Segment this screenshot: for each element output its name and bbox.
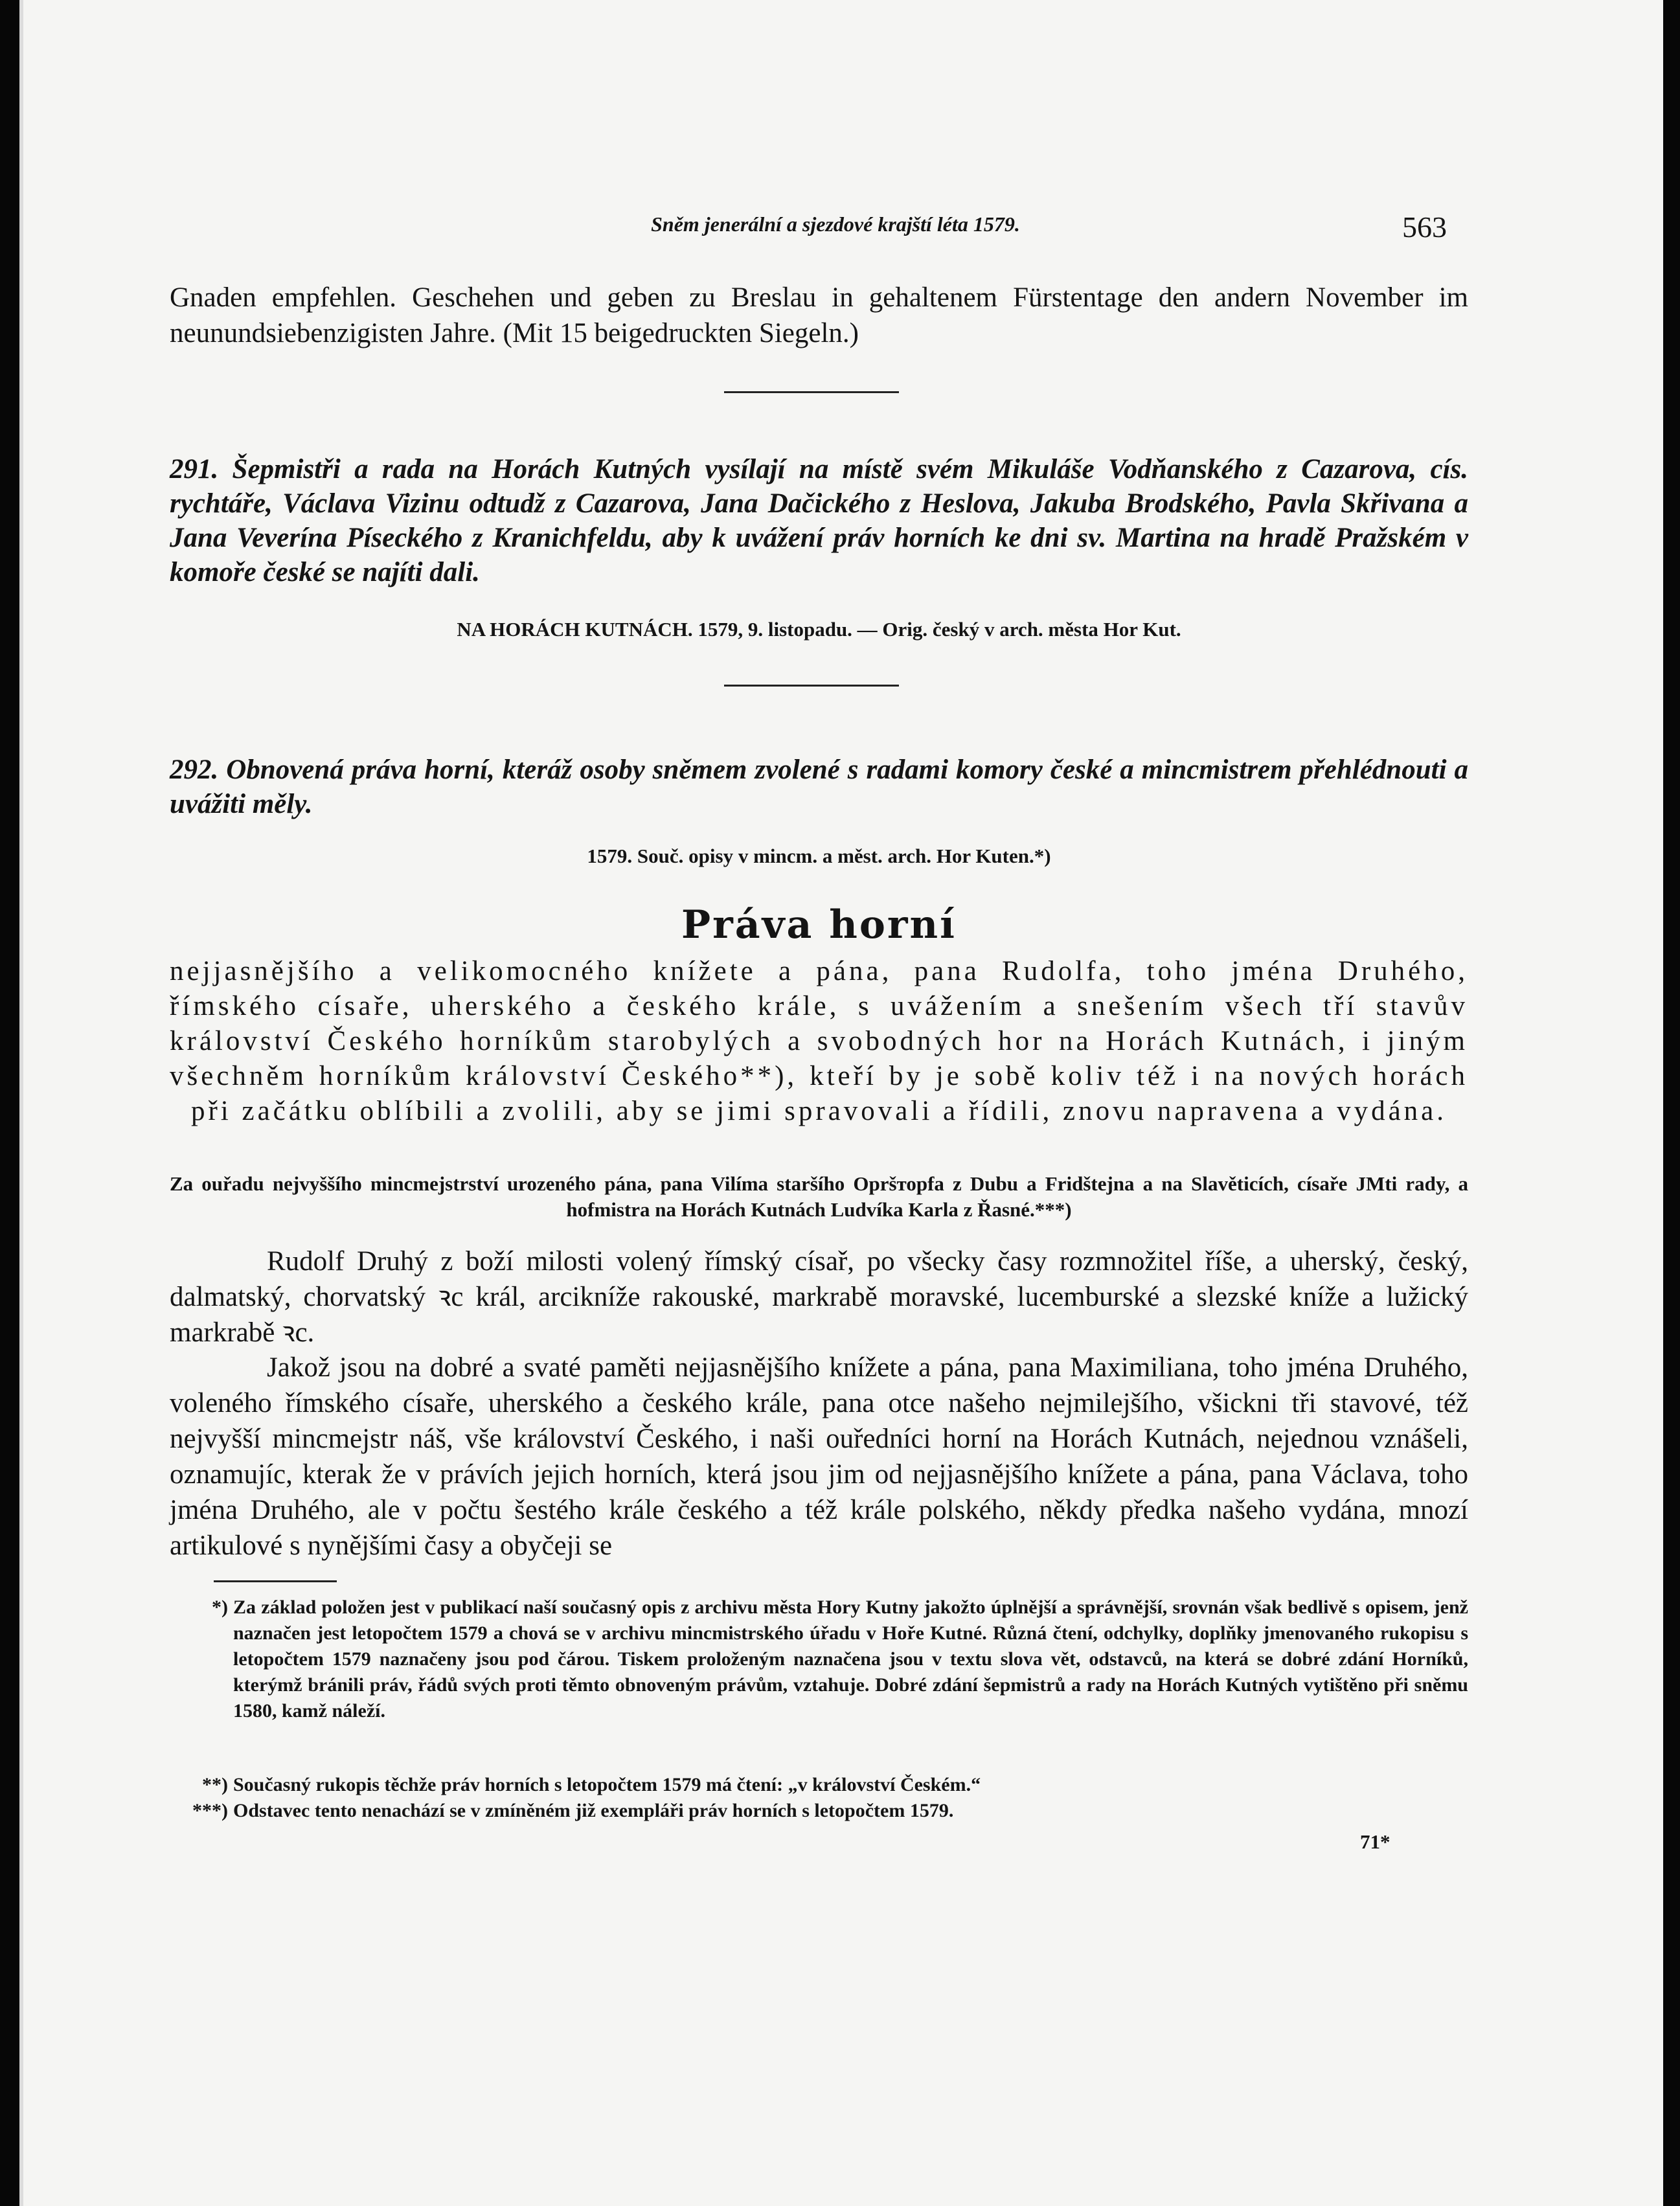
page-number: 563 — [1402, 210, 1447, 244]
running-title: Sněm jenerální a sjezdové krajští léta 1579. — [651, 212, 1020, 236]
footnote-mark: **) — [202, 1774, 228, 1795]
footnote-mark: ***) — [192, 1800, 228, 1821]
official-line: Za ouřadu nejvyššího mincmejstrství urozeného pána, pana Vilíma staršího Opršторfa z Dubu a Fridštejna a na Slavěticích, císaře JMti rady, a hofmistra na Horách Kutnách Ludvíka Karla z Řasné.***) — [170, 1172, 1468, 1221]
footnote-text: Za základ položen jest v publikací naší současný opis z archivu města Hory Kutny jakožto úplnější a správnější, srovnán však bedlivě s opisem, jenž naznačen jest letopočtem 1579 a chová se v archivu mincmistrského úřadu v Hoře Kutné. Různá čtení, odchylky, doplňky jmenovaného rukopisu s letopočtem 1579 naznačeny jsou pod čárou. Tiskem proloženým naznačena jsou v textu slova vět, odstavců, na která se dobré zdání Horníků, kterýmž bránili práv, řádů svých proti těmto obnoveným právům, vztahuje. Dobré zdání šepmistrů a rady na Horách Kutných vytištěno při sněmu 1580, kamž náleží. — [233, 1597, 1468, 1722]
paragraph: Jakož jsou na dobré a svaté paměti nejjasnějšího knížete a pána, pana Maximiliana, toho jména Druhého, voleného římského císaře, uherského a českého krále, pana otce našeho nejmilejšího, všickni tři stavové, též nejvyšší mincmejstr náš, vše království Českého, i naši ouředníci horní na Horách Kutnách, nejednou vznášeli, oznamujíc, kterak že v právích jejich horních, která jsou jim od nejjasnějšího knížete a pána, pana Václava, toho jména Druhého, ale v počtu šestého krále českého a též krále polského, někdy předka našeho vydána, mnozí artikulové s nynějšími časy a obyčeji se — [170, 1352, 1468, 1561]
footnote-mark: *) — [212, 1597, 228, 1618]
signature-mark: 71* — [1360, 1830, 1391, 1853]
footnote — [192, 1798, 1468, 1824]
document-number: 292. — [170, 755, 219, 785]
footnote-text: Současný rukopis těchže práv horních s letopočtem 1579 má čtení: „v království Českém.“ — [233, 1774, 981, 1795]
document-291-title — [170, 452, 1468, 589]
document-heading: Obnovená práva horní, kteráž osoby sněmem zvolené s radami komory české a mincmistrem přehlédnouti a uvážiti měly. — [170, 755, 1469, 819]
footnote — [202, 1772, 1468, 1798]
footnote-rule — [214, 1580, 337, 1582]
document-291-dateline: NA HORÁCH KUTNÁCH. 1579, 9. listopadu. — Orig. český v arch. města Hor Kut. — [457, 618, 1181, 641]
paragraph: Rudolf Druhý z boží milosti volený římský císař, po všecky časy rozmnožitel říše, a uherský, český, dalmatský, chorvatský ꝛc král, arcikníže rakouské, markrabě moravské, lucemburské a slezské kníže a lužický markrabě ꝛc. — [170, 1246, 1468, 1348]
document-heading: Šepmistři a rada na Horách Kutných vysílají na místě svém Mikuláše Vodňanského z Cazarova, cís. rychtáře, Václava Vizinu odtudž z Cazarova, Jana Dačického z Heslova, Jakuba Brodského, Pavla Skřivana a Jana Veverína Píseckého z Kranichfeldu, aby k uvážení práv horních ke dni sv. Martina na hradě Pražském v komoře české se najíti dali. — [170, 454, 1468, 587]
separator-rule — [724, 391, 899, 393]
footnote — [212, 1595, 1468, 1724]
intro-spaced-text: nejjasnějšího a velikomocného knížete a pána, pana Rudolfa, toho jména Druhého, římského císaře, uherského a českého krále, s uvážením a snešením všech tří stavův království Českého horníkům starobylých a svobodných hor na Horách Kutnách, i jiným všechněm horníkům království Českého**), kteří by je sobě koliv též i na nových horách při začátku oblíbili a zvolili, aby se jimi spravovali a řídili, znovu napravena a vydána. — [170, 956, 1468, 1126]
document-292-dateline: 1579. Souč. opisy v mincm. a měst. arch. Hor Kuten.*) — [587, 845, 1051, 867]
document-number: 291. — [170, 454, 219, 484]
section-heading: Práva horní — [681, 902, 957, 948]
page — [19, 0, 1663, 2206]
separator-rule — [724, 685, 899, 687]
footnote-text: Odstavec tento nenachází se v zmíněném již exempláři práv horních s letopočtem 1579. — [233, 1800, 954, 1821]
document-292-title — [170, 753, 1468, 821]
continuation-text: Gnaden empfehlen. Geschehen und geben zu Breslau in gehaltenem Fürstentage den andern November im neunundsiebenzigisten Jahre. (Mit 15 beigedruckten Siegeln.) — [170, 282, 1468, 348]
